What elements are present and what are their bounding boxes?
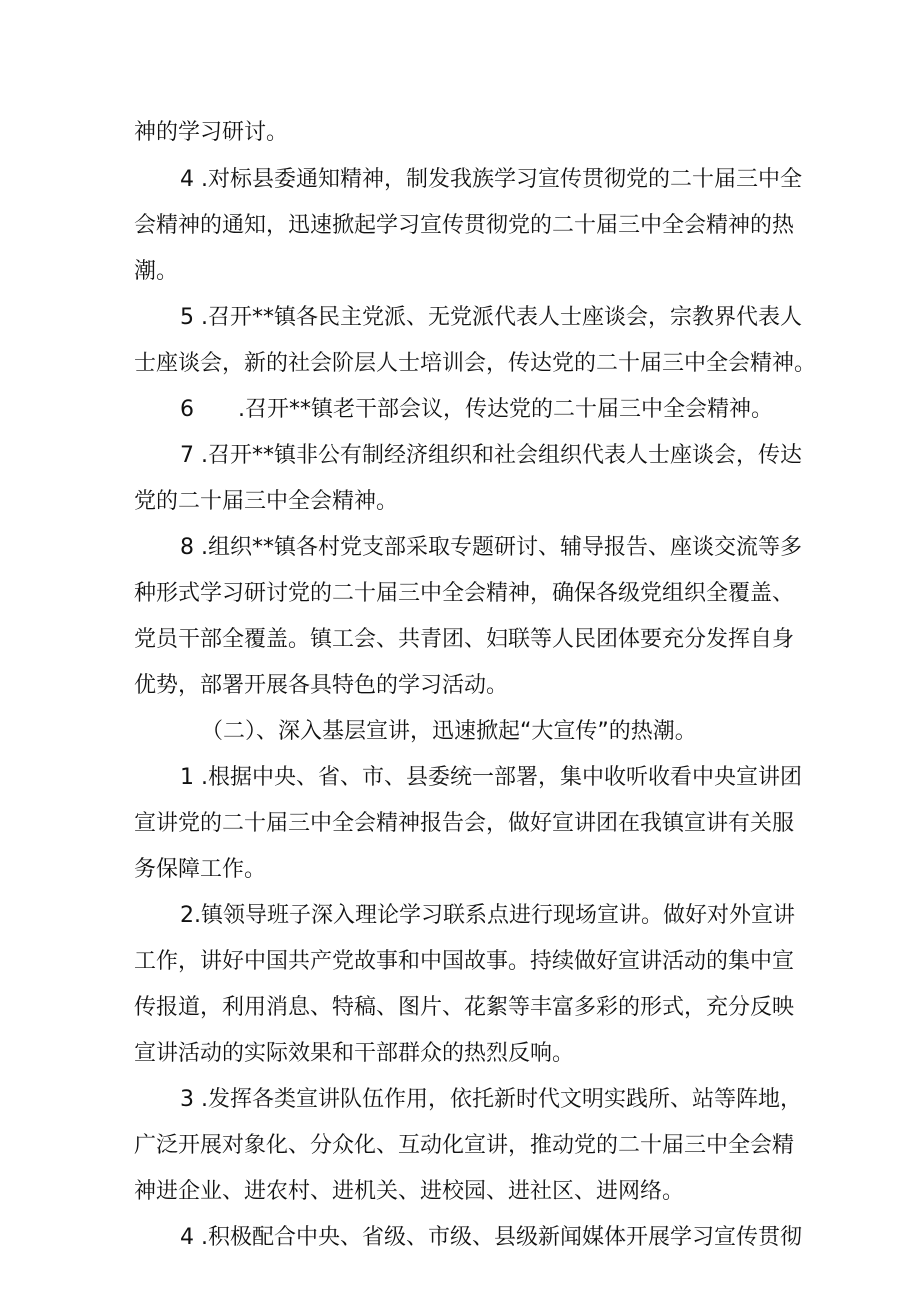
text-line: 务保障工作。 <box>134 857 267 882</box>
text-line: 神进企业、进农村、进机关、进校园、进社区、进网络。 <box>134 1179 685 1204</box>
text-line: 潮。 <box>134 259 179 284</box>
text-line: 2.镇领导班子深入理论学习联系点进行现场宣讲。做好对外宣讲 <box>180 903 795 928</box>
text-line: 种形式学习研讨党的二十届三中全会精神，确保各级党组织全覆盖、 <box>134 581 795 606</box>
text-line: 工作，讲好中国共产党故事和中国故事。持续做好宣讲活动的集中宣 <box>134 949 795 974</box>
text-line: 6 .召开**镇老干部会议，传达党的二十届三中全会精神。 <box>180 397 773 422</box>
text-line: 党的二十届三中全会精神。 <box>134 489 399 514</box>
text-line: 5 .召开**镇各民主党派、无党派代表人士座谈会，宗教界代表人 <box>180 305 802 330</box>
text-line: 士座谈会，新的社会阶层人士培训会，传达党的二十届三中全会精神。 <box>134 351 817 376</box>
text-line: 优势，部署开展各具特色的学习活动。 <box>134 673 509 698</box>
text-line: 会精神的通知，迅速掀起学习宣传贯彻党的二十届三中全会精神的热 <box>134 213 795 238</box>
text-line: 4 .积极配合中央、省级、市级、县级新闻媒体开展学习宣传贯彻 <box>180 1225 802 1250</box>
text-line: 3 .发挥各类宣讲队伍作用，依托新时代文明实践所、站等阵地， <box>180 1087 802 1112</box>
text-line: 宣讲党的二十届三中全会精神报告会，做好宣讲团在我镇宣讲有关服 <box>134 811 795 836</box>
text-line: 8 .组织**镇各村党支部采取专题研讨、辅导报告、座谈交流等多 <box>180 535 802 560</box>
text-line: 4 .对标县委通知精神，制发我族学习宣传贯彻党的二十届三中全 <box>180 167 802 192</box>
text-line: 传报道，利用消息、特稿、图片、花絮等丰富多彩的形式，充分反映 <box>134 995 795 1020</box>
section-heading: （二）、深入基层宣讲，迅速掀起“大宣传”的热潮。 <box>201 719 697 744</box>
text-line: 神的学习研讨。 <box>134 120 289 145</box>
text-line: 党员干部全覆盖。镇工会、共青团、妇联等人民团体要充分发挥自身 <box>134 627 795 652</box>
text-line: 1 .根据中央、省、市、县委统一部署，集中收听收看中央宣讲团 <box>180 765 802 790</box>
text-line: 宣讲活动的实际效果和干部群众的热烈反响。 <box>134 1041 575 1066</box>
text-line: 广泛开展对象化、分众化、互动化宣讲，推动党的二十届三中全会精 <box>134 1133 795 1158</box>
text-line: 7 .召开**镇非公有制经济组织和社会组织代表人士座谈会，传达 <box>180 443 802 468</box>
